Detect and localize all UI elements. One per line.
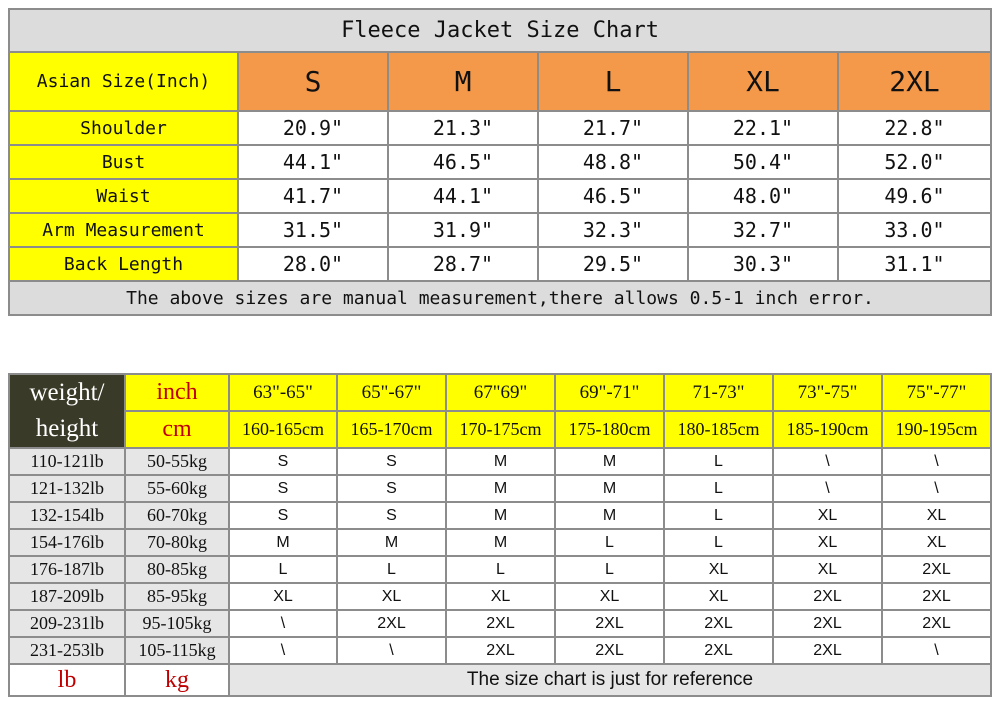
table-row (9, 502, 991, 529)
measurement-cell: 22.1" (688, 111, 838, 145)
size-cell: S (337, 475, 446, 502)
height-cm-header: 175-180cm (555, 411, 664, 448)
footer-lb-label: lb (9, 664, 125, 696)
size-cell: L (229, 556, 337, 583)
size-header: XL (688, 52, 838, 111)
height-inch-header: 69"-71" (555, 374, 664, 411)
measurement-cell: 41.7" (238, 179, 388, 213)
measurement-cell: 32.3" (538, 213, 688, 247)
row-label: Back Length (9, 247, 238, 281)
weight-lb-cell: 231-253lb (9, 637, 125, 664)
size-cell: S (229, 502, 337, 529)
size-cell: L (555, 556, 664, 583)
measurement-cell: 21.3" (388, 111, 538, 145)
measurement-cell: 22.8" (838, 111, 991, 145)
size-cell: M (229, 529, 337, 556)
unit-inch-label: inch (125, 374, 229, 411)
measurement-cell: 48.0" (688, 179, 838, 213)
table-row (9, 145, 991, 179)
size-cell: \ (337, 637, 446, 664)
row-label: Shoulder (9, 111, 238, 145)
size-cell: 2XL (446, 610, 555, 637)
weight-lb-cell: 154-176lb (9, 529, 125, 556)
fit-guide-table (8, 373, 992, 697)
size-cell: XL (882, 529, 991, 556)
weight-kg-cell: 55-60kg (125, 475, 229, 502)
measurement-cell: 48.8" (538, 145, 688, 179)
size-cell: XL (446, 583, 555, 610)
measurement-cell: 30.3" (688, 247, 838, 281)
measurement-note: The above sizes are manual measurement,there allows 0.5-1 inch error. (9, 281, 991, 315)
row-label: Bust (9, 145, 238, 179)
size-cell: XL (337, 583, 446, 610)
size-cell: XL (773, 529, 882, 556)
weight-height-corner: weight/ height (9, 374, 125, 448)
measurement-cell: 46.5" (388, 145, 538, 179)
size-cell: M (555, 475, 664, 502)
size-cell: M (446, 502, 555, 529)
weight-kg-cell: 70-80kg (125, 529, 229, 556)
size-cell: L (664, 502, 773, 529)
size-cell: 2XL (882, 556, 991, 583)
size-cell: 2XL (555, 610, 664, 637)
size-cell: 2XL (664, 610, 773, 637)
header-label: Asian Size(Inch) (9, 52, 238, 111)
weight-lb-cell: 132-154lb (9, 502, 125, 529)
table-row (9, 583, 991, 610)
size-cell: S (337, 448, 446, 475)
size-cell: 2XL (446, 637, 555, 664)
size-header: 2XL (838, 52, 991, 111)
measurement-cell: 46.5" (538, 179, 688, 213)
measurement-cell: 52.0" (838, 145, 991, 179)
height-cm-header: 180-185cm (664, 411, 773, 448)
weight-kg-cell: 60-70kg (125, 502, 229, 529)
height-cm-header: 160-165cm (229, 411, 337, 448)
size-cell: 2XL (337, 610, 446, 637)
size-cell: 2XL (773, 583, 882, 610)
size-cell: XL (882, 502, 991, 529)
height-inch-header: 63"-65" (229, 374, 337, 411)
measurement-cell: 28.0" (238, 247, 388, 281)
measurement-cell: 49.6" (838, 179, 991, 213)
weight-kg-cell: 80-85kg (125, 556, 229, 583)
weight-lb-cell: 187-209lb (9, 583, 125, 610)
size-cell: XL (664, 556, 773, 583)
measurement-cell: 20.9" (238, 111, 388, 145)
table-row (9, 247, 991, 281)
chart-title: Fleece Jacket Size Chart (9, 9, 991, 52)
height-cm-header: 190-195cm (882, 411, 991, 448)
size-cell: M (555, 448, 664, 475)
size-cell: \ (882, 475, 991, 502)
table-row (9, 529, 991, 556)
weight-lb-cell: 110-121lb (9, 448, 125, 475)
height-cm-header: 165-170cm (337, 411, 446, 448)
size-header: S (238, 52, 388, 111)
size-cell: \ (882, 448, 991, 475)
size-cell: XL (229, 583, 337, 610)
size-cell: L (446, 556, 555, 583)
table-row (9, 448, 991, 475)
size-cell: S (229, 448, 337, 475)
size-cell: 2XL (773, 637, 882, 664)
height-inch-header: 67"69" (446, 374, 555, 411)
size-cell: L (664, 529, 773, 556)
size-cell: 2XL (555, 637, 664, 664)
table-row (9, 556, 991, 583)
size-cell: 2XL (882, 610, 991, 637)
row-label: Arm Measurement (9, 213, 238, 247)
measurement-cell: 21.7" (538, 111, 688, 145)
table-row (9, 213, 991, 247)
size-cell: XL (773, 502, 882, 529)
table-row (9, 179, 991, 213)
height-cm-header: 170-175cm (446, 411, 555, 448)
size-cell: XL (555, 583, 664, 610)
size-cell: \ (229, 637, 337, 664)
weight-kg-cell: 85-95kg (125, 583, 229, 610)
size-cell: \ (229, 610, 337, 637)
height-inch-header: 73"-75" (773, 374, 882, 411)
size-cell: XL (773, 556, 882, 583)
weight-lb-cell: 176-187lb (9, 556, 125, 583)
measurement-cell: 44.1" (388, 179, 538, 213)
size-cell: M (337, 529, 446, 556)
measurement-cell: 29.5" (538, 247, 688, 281)
size-header: L (538, 52, 688, 111)
size-cell: \ (882, 637, 991, 664)
weight-lb-cell: 209-231lb (9, 610, 125, 637)
size-cell: 2XL (773, 610, 882, 637)
weight-kg-cell: 95-105kg (125, 610, 229, 637)
measurement-cell: 31.1" (838, 247, 991, 281)
unit-cm-label: cm (125, 411, 229, 448)
measurement-cell: 28.7" (388, 247, 538, 281)
size-cell: L (664, 475, 773, 502)
reference-note: The size chart is just for reference (229, 664, 991, 696)
size-cell: 2XL (664, 637, 773, 664)
measurement-cell: 32.7" (688, 213, 838, 247)
height-inch-header: 65"-67" (337, 374, 446, 411)
row-label: Waist (9, 179, 238, 213)
size-cell: L (337, 556, 446, 583)
size-cell: 2XL (882, 583, 991, 610)
size-cell: \ (773, 475, 882, 502)
size-cell: L (555, 529, 664, 556)
fit-table-body (9, 448, 991, 664)
size-cell: M (446, 475, 555, 502)
weight-lb-cell: 121-132lb (9, 475, 125, 502)
size-cell: L (664, 448, 773, 475)
table-row (9, 637, 991, 664)
table-row (9, 610, 991, 637)
height-inch-header: 75"-77" (882, 374, 991, 411)
measurement-cell: 33.0" (838, 213, 991, 247)
size-cell: \ (773, 448, 882, 475)
size-cell: XL (664, 583, 773, 610)
size-cell: M (555, 502, 664, 529)
measurement-cell: 31.9" (388, 213, 538, 247)
size-cell: M (446, 448, 555, 475)
height-inch-header: 71-73" (664, 374, 773, 411)
size-header: M (388, 52, 538, 111)
table-row (9, 475, 991, 502)
measurement-cell: 44.1" (238, 145, 388, 179)
table-row (9, 111, 991, 145)
fleece-size-table (8, 8, 992, 316)
measurement-cell: 50.4" (688, 145, 838, 179)
weight-kg-cell: 50-55kg (125, 448, 229, 475)
measurement-cell: 31.5" (238, 213, 388, 247)
size-cell: S (229, 475, 337, 502)
footer-kg-label: kg (125, 664, 229, 696)
size-cell: M (446, 529, 555, 556)
height-cm-header: 185-190cm (773, 411, 882, 448)
weight-kg-cell: 105-115kg (125, 637, 229, 664)
size-cell: S (337, 502, 446, 529)
